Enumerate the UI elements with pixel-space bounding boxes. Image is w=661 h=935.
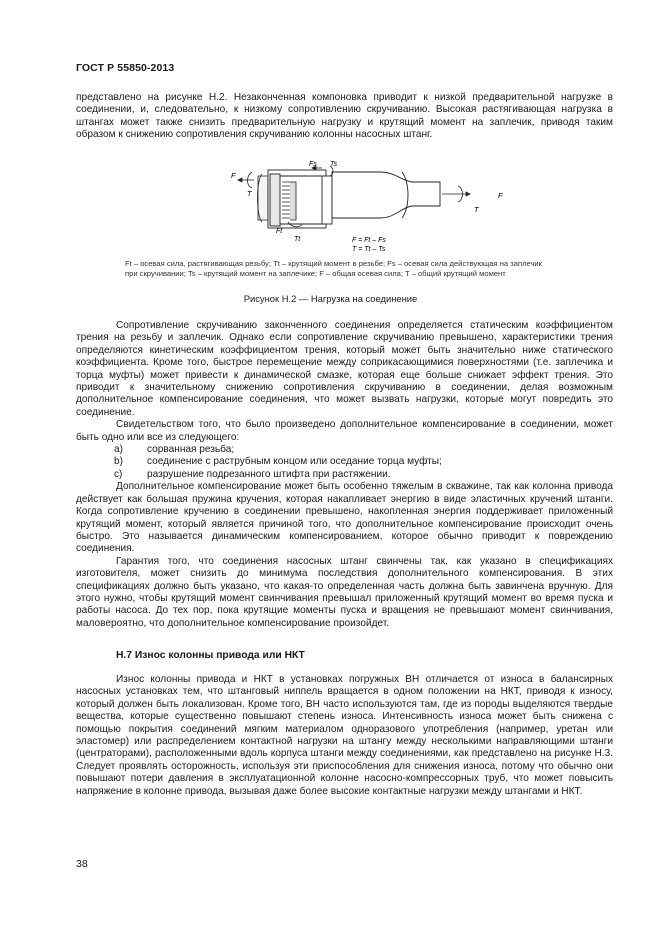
connection-load-diagram [0, 158, 661, 258]
list-item [76, 444, 613, 456]
figure-title: Рисунок Н.2 — Нагрузка на соединение [243, 293, 418, 304]
list-marker: a) [114, 444, 123, 456]
intro-paragraph [76, 92, 613, 142]
section-heading: Н.7 Износ колонны привода или НКТ [116, 650, 305, 661]
list-item [76, 456, 613, 468]
figure-legend-line-2: при скручивании; Ts – крутящий момент на заплечике; F – общая осевая сила; T – общий крутящий момент [125, 269, 506, 278]
section-paragraph: Износ колонны привода и НКТ в установках погружных ВН отличается от износа в балансирных насосных установках тем, что штанговый ниппель вращается в одном положении на НКТ, приводя к износу, который должен быть локализован. Кроме того, ВН часто используются там, где из породы выделяются твердые вещества, которые существенно повышают степень износа. Интенсивность износа может быть снижена с помощью покрытия соединений мягким материалом одноразового употребления (например, уретан или эластомер) или распределением контактной нагрузки на штангу между несколькими направляющими штанги (центраторами), расположенными вдоль корпуса штанги между соединениями, как представлено на рисунке Н.3. Следует проявлять осторожность, используя эти приспособления для снижения износа, потому что обычно они повышают потери давления в эксплуатационной колонне насосно-компрессорных труб, что может повысить напряжение в колонне привода, вызывая даже более высокие контактные нагрузки между штангами и НКТ. [76, 674, 613, 797]
label-t-left: T [247, 189, 252, 198]
section-body [76, 674, 613, 798]
list-text: соединение с раструбным концом или оседание торца муфты; [147, 456, 442, 468]
intro-text: представлено на рисунке Н.2. Незаконченная компоновка приводит к низкой предварительной нагрузке в соединении, и, следовательно, к низкому сопротивлению скручиванию. Высокая растягивающая нагрузка в штангах может также снизить предварительную нагрузку и крутящий момент на заплечик, приводя таким образом к снижению сопротивления скручиванию колонны насосных штанг. [76, 92, 613, 141]
list-item [76, 469, 613, 481]
coupling [268, 170, 326, 228]
list-marker: b) [114, 456, 123, 468]
label-ts: Ts [330, 161, 338, 168]
left-rod [258, 174, 269, 222]
figure-h2 [0, 158, 661, 258]
label-ft: Ft [276, 228, 283, 235]
body-text [76, 320, 613, 630]
label-f-left: F [231, 171, 236, 180]
list-text: сорванная резьба; [147, 444, 235, 456]
page-number: 38 [76, 858, 88, 870]
equation-force: F = Ft – Fs [352, 237, 386, 244]
paragraph-4: Гарантия того, что соединения насосных штанг свинчены так, как указано в спецификациях изготовителя, может снизить до минимума последствия дополнительного компенсирования. В этих спецификациях должно быть указано, что какая-то определенная часть должна быть завинчена вручную. Для этого нужно, чтобы крутящий момент свинчивания превышал приложенный крутящий момент во время пуска и работы насоса. До тех пор, пока крутящие моменты пуска и вращения не превышают момент свинчивания, маловероятно, что дополнительное компенсирование произойдет. [76, 555, 613, 629]
list-marker: c) [114, 468, 123, 480]
label-t-right: T [474, 205, 479, 214]
label-tt: Tt [294, 236, 301, 243]
label-f-right: F [498, 191, 503, 200]
figure-legend-line-1: Ft – осевая сила, растягивающая резьбу; Tt – крутящий момент в резьбе; Fs – осевая сила действующая на заплечик [125, 259, 542, 268]
pin-body [322, 172, 440, 224]
paragraph-3: Дополнительное компенсирование может быть особенно тяжелым в скважине, так как колонна привода действует как большая пружина кручения, которая накапливает энергию в виде эластичных кручений штанги. Когда сопротивление кручению в соединении превышено, накопленная энергия поддерживает приложенный крутящий момент, который является причиной того, что дополнительное компенсирование происходит очень быстро. Это называется динамическим компенсированием, которое обычно приводит к повреждению соединения. [76, 481, 613, 555]
paragraph-2: Свидетельством того, что было произведено дополнительное компенсирование в соединении, может быть одно или все из следующего: [76, 419, 613, 443]
document-header: ГОСТ Р 55850-2013 [76, 62, 175, 74]
equation-torque: T = Tt – Ts [352, 246, 386, 253]
list-text: разрушение подрезанного штифта при растяжении. [147, 468, 391, 480]
figure-legend [125, 259, 565, 279]
label-fs: Fs [309, 161, 317, 168]
paragraph-1: Сопротивление скручиванию законченного соединения определяется статическим коэффициентом трения на резьбу и заплечик. Однако если сопротивление скручиванию превышено, характеристики трения определяются кинетическим коэффициентом трения, который может быть значительно ниже статического коэффициента. Кроме того, быстрое перемещение между соприкасающимися поверхностями (т.е. заплечика и торца муфты) может привести к динамической смазке, которая еще больше снижает эффект трения. Это приводит к значительному снижению сопротивления скручиванию в соединении, делая возможным дополнительное компенсирование соединения, что может вызвать нагрузки, которые могут повредить это соединение. [76, 320, 613, 418]
